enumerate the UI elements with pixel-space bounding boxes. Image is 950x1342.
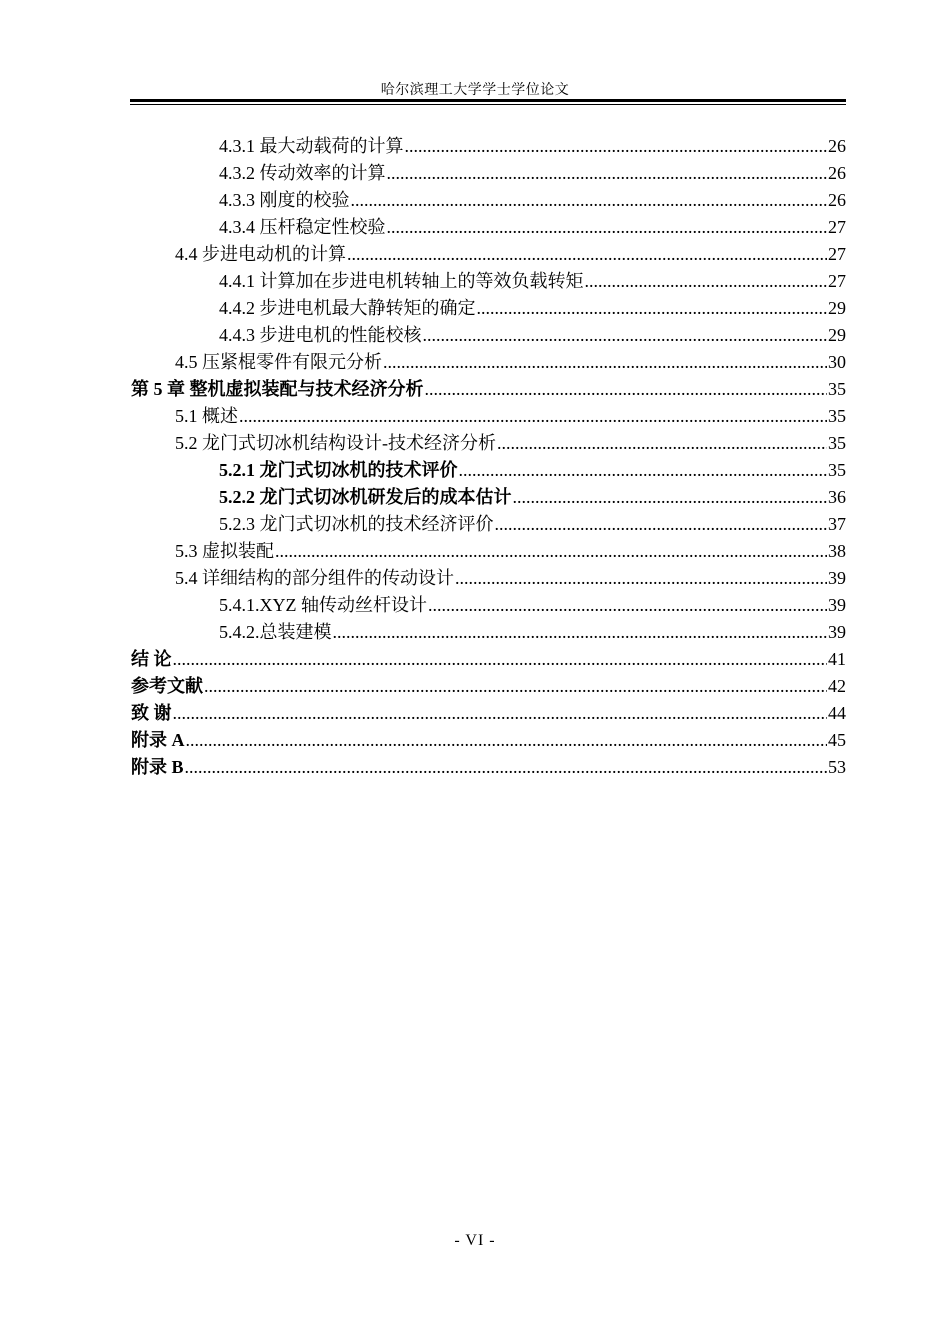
toc-entry-label: 附录 A: [131, 730, 185, 750]
toc-entry[interactable]: [131, 322, 846, 349]
toc-dot-leader: [513, 484, 828, 511]
toc-entry-label: 5.2.2 龙门式切冰机研发后的成本估计: [219, 487, 512, 507]
toc-entry-page-number: 41: [828, 649, 846, 669]
toc-entry-label: 5.2.1 龙门式切冰机的技术评价: [219, 460, 458, 480]
toc-dot-leader: [459, 457, 828, 484]
toc-entry-label: 第 5 章 整机虚拟装配与技术经济分析: [131, 379, 424, 399]
header-rule-thin: [130, 104, 846, 105]
toc-entry-page-number: 39: [828, 622, 846, 642]
toc-entry-page-number: 29: [828, 325, 846, 345]
toc-dot-leader: [428, 592, 827, 619]
toc-entry[interactable]: [131, 160, 846, 187]
page-number: - VI -: [454, 1232, 496, 1249]
toc-entry-label: 附录 B: [131, 757, 184, 777]
toc-entry[interactable]: [131, 133, 846, 160]
toc-entry[interactable]: [131, 673, 846, 700]
toc-entry-page-number: 39: [828, 595, 846, 615]
toc-entry[interactable]: [131, 430, 846, 457]
toc-entry-label: 参考文献: [131, 676, 203, 696]
toc-entry-page-number: 44: [828, 703, 846, 723]
toc-entry-page-number: 35: [828, 406, 846, 426]
toc-dot-leader: [185, 754, 827, 781]
toc-entry-label: 致 谢: [131, 703, 172, 723]
toc-entry-label: 5.1 概述: [175, 406, 238, 426]
toc-dot-leader: [275, 538, 827, 565]
toc-entry-page-number: 38: [828, 541, 846, 561]
toc-dot-leader: [387, 214, 828, 241]
toc-dot-leader: [425, 376, 828, 403]
toc-dot-leader: [405, 133, 828, 160]
toc-dot-leader: [387, 160, 828, 187]
table-of-contents: [131, 133, 846, 781]
toc-entry-page-number: 29: [828, 298, 846, 318]
toc-entry-page-number: 45: [828, 730, 846, 750]
toc-entry[interactable]: [131, 268, 846, 295]
toc-entry[interactable]: [131, 457, 846, 484]
toc-entry-label: 5.4 详细结构的部分组件的传动设计: [175, 568, 454, 588]
toc-entry-page-number: 42: [828, 676, 846, 696]
toc-entry-label: 结 论: [131, 649, 172, 669]
toc-entry-page-number: 35: [828, 379, 846, 399]
toc-entry-label: 4.4 步进电动机的计算: [175, 244, 346, 264]
toc-entry-label: 4.3.1 最大动载荷的计算: [219, 136, 404, 156]
toc-entry-label: 5.4.2.总装建模: [219, 622, 332, 642]
toc-entry-page-number: 35: [828, 433, 846, 453]
toc-entry-page-number: 27: [828, 217, 846, 237]
toc-entry-label: 4.3.3 刚度的校验: [219, 190, 350, 210]
toc-entry-label: 5.2 龙门式切冰机结构设计-技术经济分析: [175, 433, 496, 453]
toc-entry[interactable]: [131, 295, 846, 322]
toc-entry-label: 5.3 虚拟装配: [175, 541, 274, 561]
toc-dot-leader: [383, 349, 827, 376]
toc-dot-leader: [423, 322, 828, 349]
toc-entry-page-number: 26: [828, 190, 846, 210]
toc-entry-page-number: 37: [828, 514, 846, 534]
toc-entry-page-number: 30: [828, 352, 846, 372]
toc-entry[interactable]: [131, 538, 846, 565]
toc-entry[interactable]: [131, 349, 846, 376]
toc-entry-label: 4.5 压紧棍零件有限元分析: [175, 352, 382, 372]
toc-entry-label: 4.4.2 步进电机最大静转矩的确定: [219, 298, 476, 318]
toc-entry[interactable]: [131, 619, 846, 646]
toc-entry-label: 4.3.4 压杆稳定性校验: [219, 217, 386, 237]
toc-entry-page-number: 39: [828, 568, 846, 588]
toc-dot-leader: [173, 700, 828, 727]
toc-entry[interactable]: [131, 754, 846, 781]
toc-entry[interactable]: [131, 592, 846, 619]
toc-entry-label: 4.4.1 计算加在步进电机转轴上的等效负载转矩: [219, 271, 584, 291]
running-header-title: 哈尔滨理工大学学士学位论文: [380, 83, 570, 98]
toc-entry-page-number: 27: [828, 271, 846, 291]
toc-entry-label: 4.4.3 步进电机的性能校核: [219, 325, 422, 345]
toc-entry-page-number: 27: [828, 244, 846, 264]
toc-dot-leader: [347, 241, 827, 268]
header-rule-thick: [130, 99, 846, 102]
toc-entry[interactable]: [131, 700, 846, 727]
toc-dot-leader: [239, 403, 827, 430]
toc-dot-leader: [455, 565, 827, 592]
toc-entry-label: 5.4.1.XYZ 轴传动丝杆设计: [219, 595, 427, 615]
toc-entry-page-number: 36: [828, 487, 846, 507]
toc-dot-leader: [477, 295, 828, 322]
toc-entry-page-number: 53: [828, 757, 846, 777]
toc-entry[interactable]: [131, 214, 846, 241]
toc-dot-leader: [497, 430, 827, 457]
toc-entry[interactable]: [131, 727, 846, 754]
toc-dot-leader: [495, 511, 828, 538]
toc-entry[interactable]: [131, 484, 846, 511]
toc-entry-label: 5.2.3 龙门式切冰机的技术经济评价: [219, 514, 494, 534]
toc-dot-leader: [186, 727, 828, 754]
toc-entry[interactable]: [131, 403, 846, 430]
toc-dot-leader: [173, 646, 828, 673]
toc-dot-leader: [351, 187, 828, 214]
toc-dot-leader: [585, 268, 828, 295]
toc-entry-label: 4.3.2 传动效率的计算: [219, 163, 386, 183]
toc-entry[interactable]: [131, 376, 846, 403]
toc-entry[interactable]: [131, 565, 846, 592]
toc-entry-page-number: 26: [828, 163, 846, 183]
toc-entry[interactable]: [131, 511, 846, 538]
toc-entry-page-number: 26: [828, 136, 846, 156]
toc-entry[interactable]: [131, 187, 846, 214]
toc-entry-page-number: 35: [828, 460, 846, 480]
toc-dot-leader: [204, 673, 827, 700]
toc-entry[interactable]: [131, 646, 846, 673]
toc-entry[interactable]: [131, 241, 846, 268]
toc-dot-leader: [333, 619, 828, 646]
